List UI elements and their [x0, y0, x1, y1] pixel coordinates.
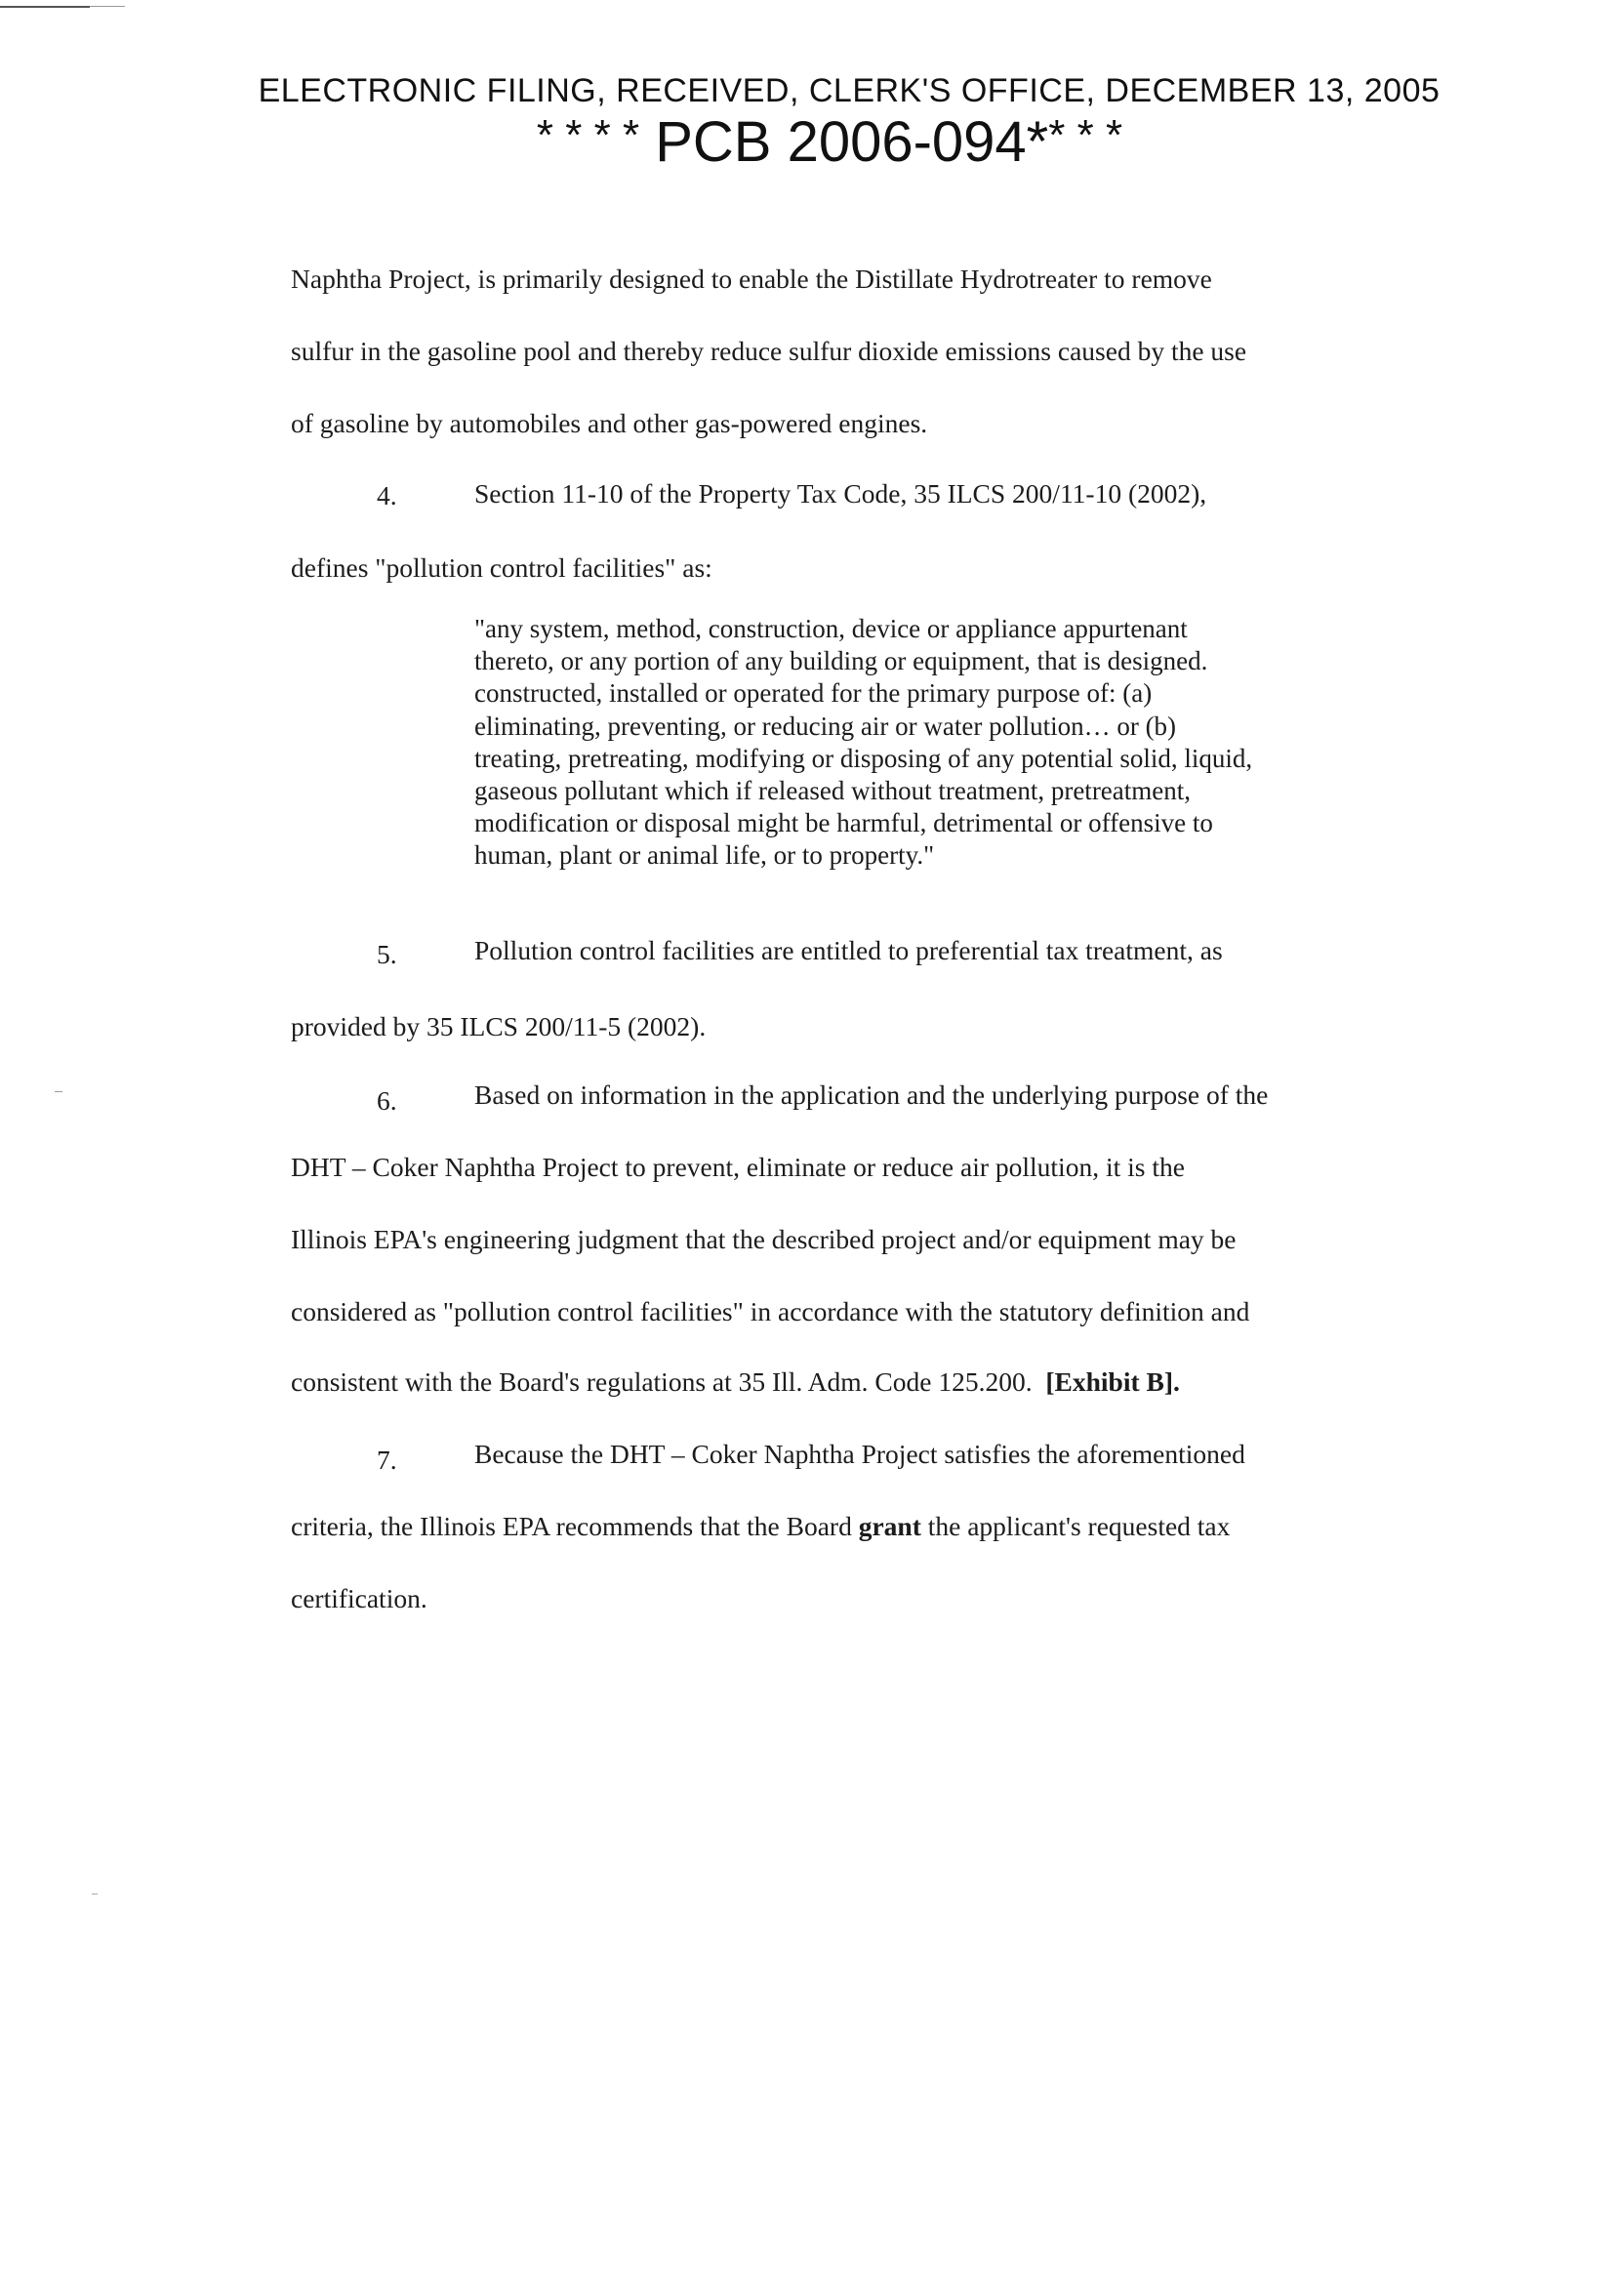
quote-line: eliminating, preventing, or reducing air or water pollution… or (b) [474, 711, 1177, 741]
exhibit-reference: [Exhibit B]. [1045, 1366, 1180, 1397]
quote-line: gaseous pollutant which if released without treatment, pretreatment, [474, 776, 1192, 806]
stars-left: * * * * [536, 111, 640, 159]
paragraph-line: Section 11-10 of the Property Tax Code, 35 ILCS 200/11-10 (2002), [474, 478, 1207, 509]
paragraph-line: Based on information in the application and the underlying purpose of the [474, 1080, 1269, 1110]
case-number: PCB 2006-094* [655, 110, 1049, 174]
filing-stamp: ELECTRONIC FILING, RECEIVED, CLERK'S OFFICE, DECEMBER 13, 2005 [258, 72, 1441, 109]
paragraph-line: Illinois EPA's engineering judgment that the described project and/or equipment may be [291, 1224, 1237, 1254]
paragraph-number: 5. [377, 939, 397, 969]
emphasis-grant: grant [858, 1511, 921, 1541]
stars-right: * * * [1048, 111, 1123, 159]
quote-line: thereto, or any portion of any building or equipment, that is designed. [474, 646, 1208, 676]
paragraph-text: consistent with the Board's regulations at 35 Ill. Adm. Code 125.200. [291, 1366, 1033, 1397]
quote-line: modification or disposal might be harmful, detrimental or offensive to [474, 808, 1213, 838]
scan-edge-mark [0, 6, 90, 8]
paragraph-line [291, 1366, 1180, 1398]
scan-dot [92, 1894, 98, 1895]
paragraph-line: provided by 35 ILCS 200/11-5 (2002). [291, 1011, 707, 1041]
quote-line: treating, pretreating, modifying or disposing of any potential solid, liquid, [474, 743, 1253, 773]
quote-line: human, plant or animal life, or to property." [474, 840, 935, 871]
paragraph-line: Because the DHT – Coker Naphtha Project satisfies the aforementioned [474, 1439, 1245, 1469]
paragraph-text: criteria, the Illinois EPA recommends that the Board [291, 1511, 852, 1541]
paragraph-line [291, 1511, 1230, 1542]
paragraph-number: 6. [377, 1085, 397, 1116]
paragraph-text: the applicant's requested tax [927, 1511, 1231, 1541]
quote-line: constructed, installed or operated for the primary purpose of: (a) [474, 678, 1153, 709]
paragraph-number: 4. [377, 480, 397, 510]
paragraph-line: DHT – Coker Naphtha Project to prevent, eliminate or reduce air pollution, it is the [291, 1152, 1185, 1182]
quote-line: "any system, method, construction, device or appliance appurtenant [474, 614, 1188, 643]
scan-dot [55, 1091, 62, 1092]
scan-edge-mark [90, 6, 125, 7]
case-number-line [18, 109, 1624, 175]
paragraph-line: considered as "pollution control facilities" in accordance with the statutory definition and [291, 1296, 1250, 1326]
statutory-quote [474, 613, 1411, 873]
paragraph-line: defines "pollution control facilities" as: [291, 552, 712, 583]
paragraph-line: Naphtha Project, is primarily designed to enable the Distillate Hydrotreater to remove [291, 264, 1212, 294]
paragraph-line: certification. [291, 1583, 427, 1613]
paragraph-line: Pollution control facilities are entitled to preferential tax treatment, as [474, 935, 1223, 965]
paragraph-line: sulfur in the gasoline pool and thereby reduce sulfur dioxide emissions caused by the use [291, 336, 1247, 366]
paragraph-line: of gasoline by automobiles and other gas-powered engines. [291, 408, 928, 438]
paragraph-number: 7. [377, 1445, 397, 1475]
